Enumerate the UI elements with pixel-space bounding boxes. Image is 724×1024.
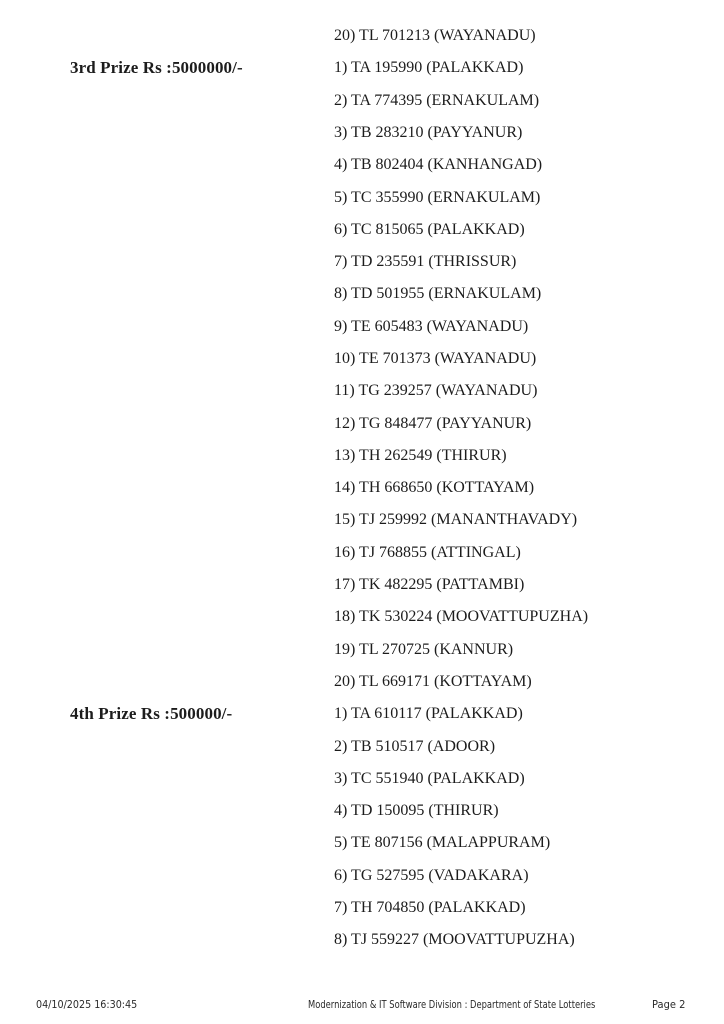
prize-row (0, 472, 724, 504)
prize-row (0, 763, 724, 795)
prize-row (0, 827, 724, 859)
ticket-entry: 8) TJ 559227 (MOOVATTUPUZHA) (334, 931, 575, 949)
prize-row (0, 860, 724, 892)
prize-row (0, 246, 724, 278)
prize-list (0, 20, 724, 957)
prize-row (0, 407, 724, 439)
ticket-entry: 20) TL 701213 (WAYANADU) (334, 27, 536, 45)
ticket-entry: 3) TC 551940 (PALAKKAD) (334, 769, 525, 787)
prize-row (0, 634, 724, 666)
prize-row (0, 117, 724, 149)
ticket-entry: 20) TL 669171 (KOTTAYAM) (334, 672, 532, 690)
prize-row (0, 537, 724, 569)
prize-row (0, 730, 724, 762)
ticket-entry: 19) TL 270725 (KANNUR) (334, 640, 514, 658)
prize-row (0, 20, 724, 52)
prize-row (0, 181, 724, 213)
ticket-entry: 12) TG 848477 (PAYYANUR) (334, 414, 532, 432)
ticket-entry: 15) TJ 259992 (MANANTHAVADY) (334, 511, 578, 529)
prize-row (0, 343, 724, 375)
ticket-entry: 18) TK 530224 (MOOVATTUPUZHA) (334, 608, 589, 626)
ticket-entry: 3) TB 283210 (PAYYANUR) (334, 123, 523, 141)
ticket-entry: 1) TA 195990 (PALAKKAD) (334, 59, 524, 77)
footer-page-number: Page 2 (652, 998, 686, 1011)
ticket-entry: 4) TD 150095 (THIRUR) (334, 802, 499, 820)
prize-row (0, 278, 724, 310)
page-footer (0, 997, 724, 1013)
prize-label: 4th Prize Rs :500000/- (70, 704, 233, 724)
ticket-entry: 13) TH 262549 (THIRUR) (334, 446, 507, 464)
prize-row (0, 84, 724, 116)
ticket-entry: 7) TD 235591 (THRISSUR) (334, 253, 517, 271)
prize-row (0, 795, 724, 827)
prize-row (0, 924, 724, 956)
prize-row (0, 892, 724, 924)
ticket-entry: 5) TE 807156 (MALAPPURAM) (334, 834, 551, 852)
prize-label: 3rd Prize Rs :5000000/- (70, 58, 243, 78)
prize-row (0, 698, 724, 730)
footer-timestamp: 04/10/2025 16:30:45 (36, 998, 138, 1011)
prize-row (0, 569, 724, 601)
prize-row (0, 311, 724, 343)
prize-row (0, 666, 724, 698)
prize-row (0, 52, 724, 84)
ticket-entry: 8) TD 501955 (ERNAKULAM) (334, 285, 542, 303)
prize-row (0, 214, 724, 246)
ticket-entry: 2) TB 510517 (ADOOR) (334, 737, 496, 755)
ticket-entry: 4) TB 802404 (KANHANGAD) (334, 156, 543, 174)
ticket-entry: 14) TH 668650 (KOTTAYAM) (334, 479, 535, 497)
ticket-entry: 17) TK 482295 (PATTAMBI) (334, 576, 525, 594)
prize-row (0, 440, 724, 472)
prize-row (0, 601, 724, 633)
footer-division-text: Modernization & IT Software Division : Department of State Lotteries (308, 998, 596, 1011)
prize-row (0, 504, 724, 536)
ticket-entry: 2) TA 774395 (ERNAKULAM) (334, 91, 540, 109)
ticket-entry: 10) TE 701373 (WAYANADU) (334, 350, 537, 367)
ticket-entry: 16) TJ 768855 (ATTINGAL) (334, 543, 521, 561)
ticket-entry: 6) TC 815065 (PALAKKAD) (334, 220, 525, 238)
ticket-entry: 5) TC 355990 (ERNAKULAM) (334, 188, 541, 206)
ticket-entry: 6) TG 527595 (VADAKARA) (334, 866, 529, 884)
prize-row (0, 375, 724, 407)
prize-row (0, 149, 724, 181)
ticket-entry: 11) TG 239257 (WAYANADU) (334, 382, 538, 400)
ticket-entry: 7) TH 704850 (PALAKKAD) (334, 899, 526, 917)
ticket-entry: 1) TA 610117 (PALAKKAD) (334, 705, 523, 723)
ticket-entry: 9) TE 605483 (WAYANADU) (334, 317, 529, 335)
